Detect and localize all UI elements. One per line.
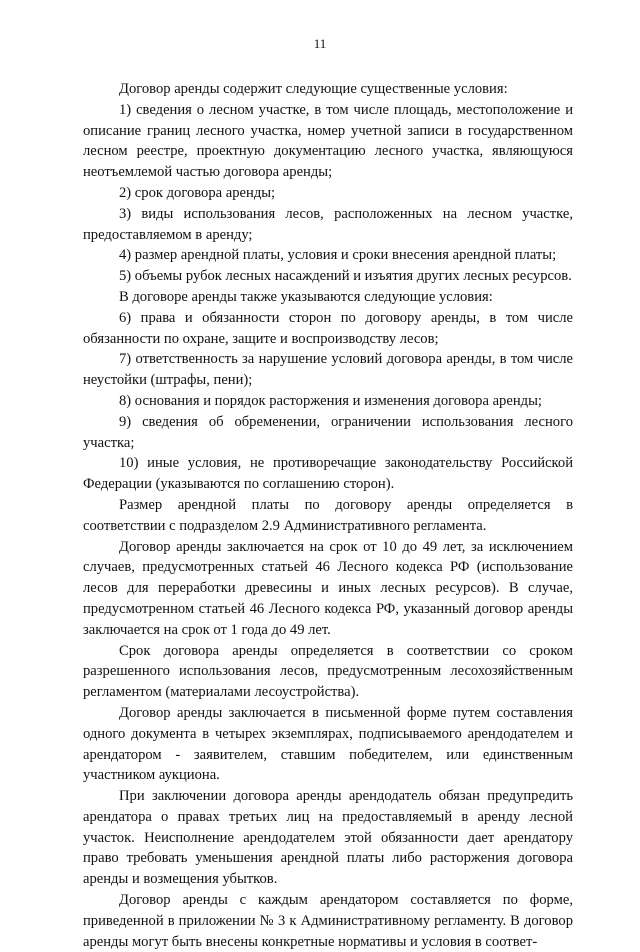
paragraph-rent-amount: Размер арендной платы по договору аренды определяется в соответствии с подразделом 2.9 Административного регламента. [83,496,573,534]
paragraph-condition-3: 3) виды использования лесов, расположенных на лесном участке, предоставляемом в аренду; [83,205,573,243]
paragraph-term-determination: Срок договора аренды определяется в соответствии со сроком разрешенного использования лесов, предусмотренным лесохозяйственным регламентом (материалами лесоустройства). [83,642,573,701]
paragraph-condition-1: 1) сведения о лесном участке, в том числе площадь, местоположение и описание границ лесного участка, номер учетной записи в государственном лесном реестре, проектную документацию лесного участка, являющуюся неотъемлемой частью договора аренды; [83,101,573,181]
paragraph-lease-term: Договор аренды заключается на срок от 10 до 49 лет, за исключением случаев, предусмотренных статьей 46 Лесного кодекса РФ (использование лесов для переработки древесины и иных лесных ресурсов). В случае, предусмотренном статьей 46 Лесного кодекса РФ, указанный договор аренды заключается на срок от 1 года до 49 лет. [83,538,573,638]
paragraph-third-party-rights: При заключении договора аренды арендодатель обязан предупредить арендатора о правах третьих лиц на предоставляемый в аренду лесной участок. Неисполнение арендодателем этой обязанности дает арендатору право требовать уменьшения арендной платы либо расторжения договора аренды и возмещения убытков. [83,788,573,888]
paragraph-written-form: Договор аренды заключается в письменной форме путем составления одного документа в четырех экземплярах, подписываемого арендодателем и арендатором - заявителем, ставшим победителем, или единственным участником аукциона. [83,704,573,784]
paragraph-essential-conditions-intro: Договор аренды содержит следующие существенные условия: [119,81,508,97]
paragraph-condition-4: 4) размер арендной платы, условия и сроки внесения арендной платы; [119,247,557,264]
document-body [83,79,573,952]
paragraph-condition-9: 9) сведения об обременении, ограничении использования лесного участка; [83,413,573,451]
paragraph-condition-7: 7) ответственность за нарушение условий договора аренды, в том числе неустойки (штрафы, пени); [83,351,573,389]
page-number: 11 [313,36,327,51]
paragraph-contract-form: Договор аренды с каждым арендатором составляется по форме, приведенной в приложении № 3 к Административному регламенту. В договор аренды могут быть внесены конкретные нормативы и условия в соответ- [83,892,573,950]
paragraph-condition-5: 5) объемы рубок лесных насаждений и изъятия других лесных ресурсов. [119,268,572,285]
paragraph-additional-conditions-intro: В договоре аренды также указываются следующие условия: [119,288,493,305]
paragraph-condition-2: 2) срок договора аренды; [119,184,276,201]
paragraph-condition-6: 6) права и обязанности сторон по договору аренды, в том числе обязанности по охране, защите и воспроизводству лесов; [83,309,573,347]
paragraph-condition-8: 8) основания и порядок расторжения и изменения договора аренды; [119,392,542,409]
paragraph-condition-10: 10) иные условия, не противоречащие законодательству Российской Федерации (указываются по соглашению сторон). [83,455,573,493]
